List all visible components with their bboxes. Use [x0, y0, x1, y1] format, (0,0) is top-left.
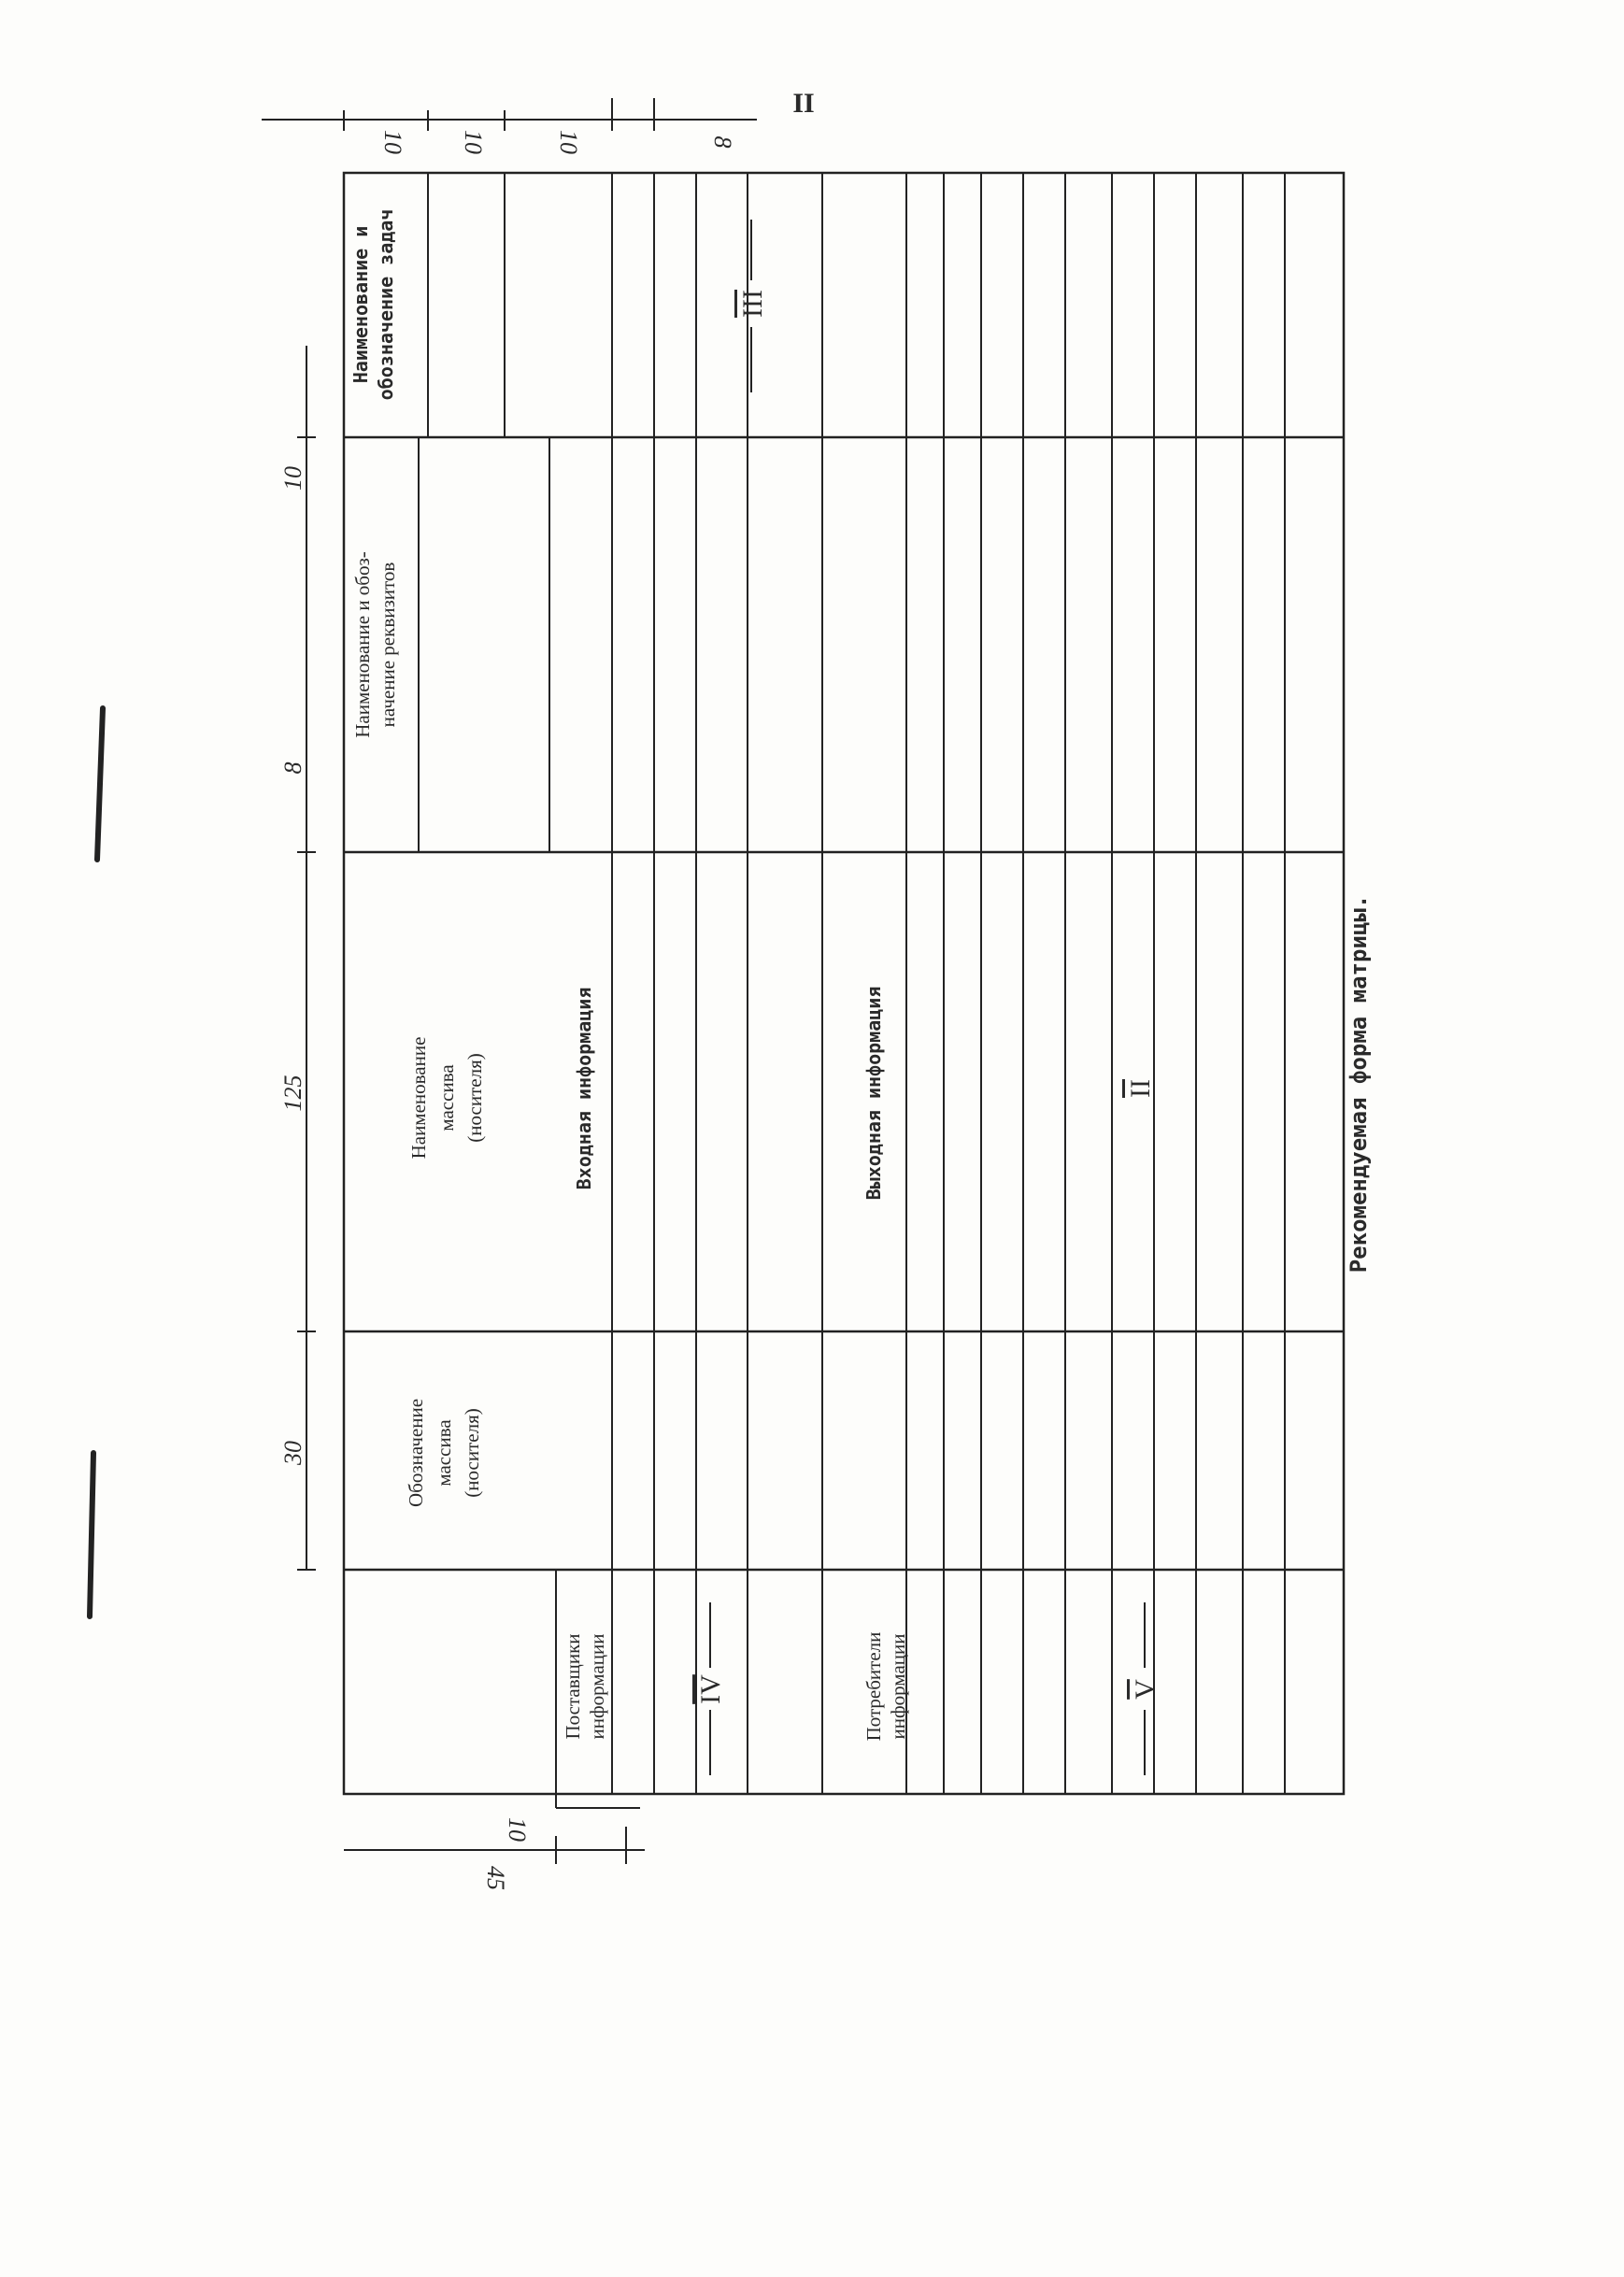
dim-label-125: 125	[279, 1074, 306, 1112]
figure-caption: Рекомендуемая форма матрицы.	[1346, 894, 1372, 1274]
suppliers-line2: информации	[586, 1633, 608, 1740]
col-125-line3: (носителя)	[463, 1053, 486, 1143]
dim-label-10-top-a: 10	[379, 130, 406, 154]
dim-label-10-bottom: 10	[504, 1817, 531, 1842]
page-number: II	[792, 88, 815, 119]
dim-label-45: 45	[482, 1866, 509, 1890]
col-30-line1: Обозначение	[405, 1398, 427, 1508]
tasks-line2: обозначение задач	[375, 208, 397, 401]
table-frame	[344, 173, 1344, 1794]
dim-label-30: 30	[279, 1441, 306, 1465]
requisites-line1: Наименование и обоз-	[351, 551, 374, 738]
matrix-table	[344, 173, 1344, 1808]
tasks-line1: Наименование и	[349, 225, 372, 384]
zone-iii-marker: III	[737, 290, 768, 318]
binding-mark-bottom	[90, 1453, 93, 1616]
dimension-labels	[279, 130, 736, 1890]
zone-iv-marker: IV	[695, 1674, 726, 1704]
zone-v-marker: V	[1130, 1679, 1161, 1700]
header-texts	[349, 209, 486, 1507]
binding-marks	[90, 708, 103, 1616]
dim-label-10-top-b: 10	[460, 130, 487, 154]
dim-label-8-top: 8	[709, 135, 736, 149]
consumers-line2: информации	[887, 1633, 909, 1740]
zone-ii-marker: II	[1125, 1079, 1156, 1098]
dim-label-8-left: 8	[279, 761, 306, 775]
col-30-line2: массива	[433, 1419, 455, 1487]
grid-vertical-lines	[612, 173, 1285, 1794]
section-texts	[562, 987, 909, 1742]
binding-mark-top	[97, 708, 103, 860]
col-125-line1: Наименование	[407, 1036, 430, 1160]
output-info-label: Выходная информация	[862, 986, 885, 1201]
requisites-line2: начение реквизитов	[377, 562, 399, 728]
consumers-line1: Потребители	[862, 1631, 885, 1742]
dim-label-10-top-c: 10	[555, 130, 582, 154]
suppliers-line1: Поставщики	[562, 1633, 584, 1740]
input-info-label: Входная информация	[573, 987, 595, 1190]
dim-label-10-left: 10	[279, 466, 306, 491]
dimension-lines	[262, 98, 757, 1864]
col-125-line2: массива	[435, 1064, 458, 1131]
col-30-line3: (носителя)	[461, 1408, 483, 1498]
zone-markers	[695, 220, 1161, 1775]
